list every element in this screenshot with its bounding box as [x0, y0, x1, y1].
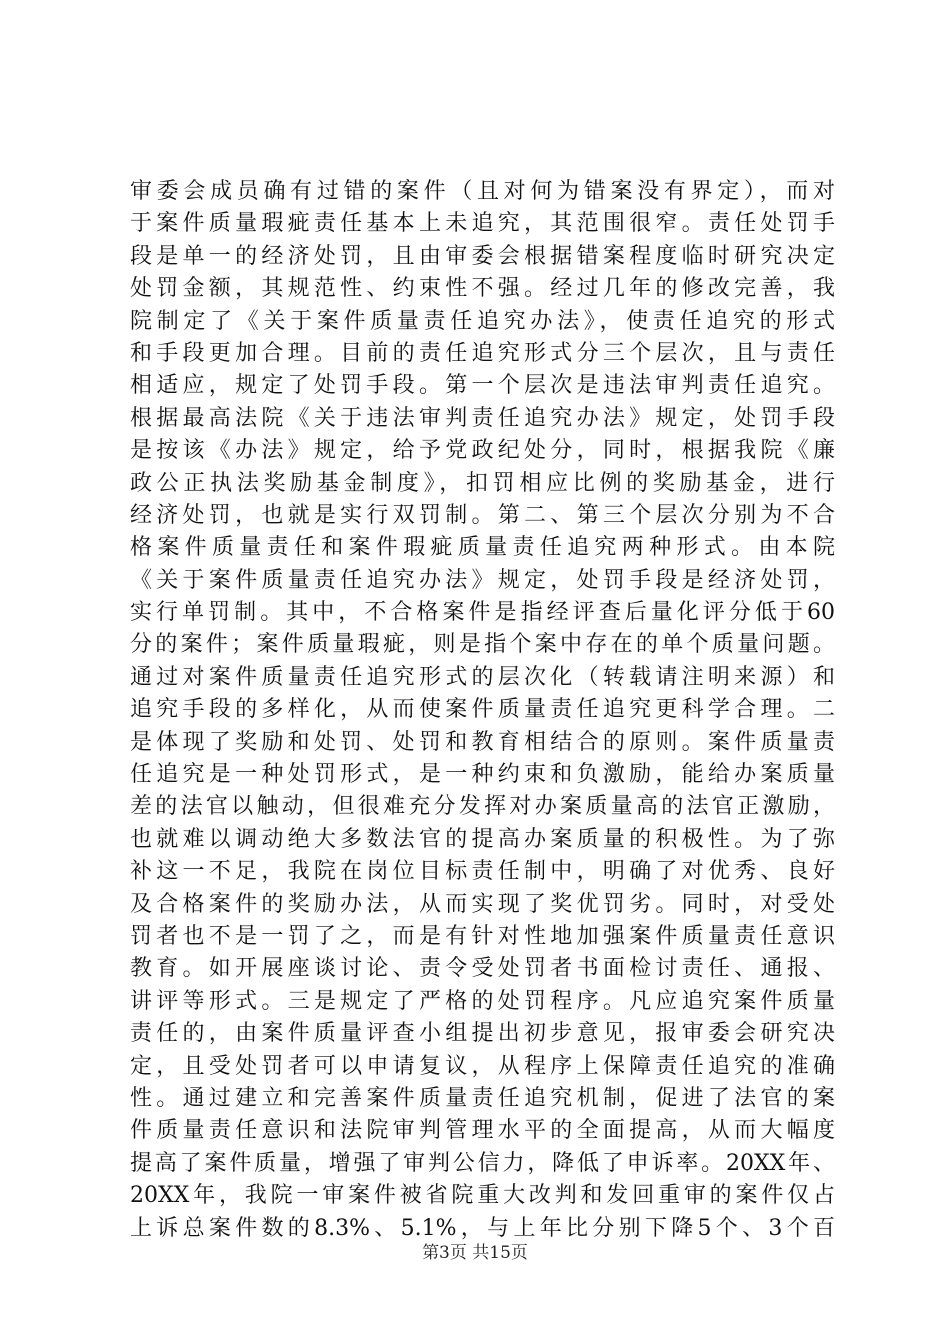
text-line: 院制定了《关于案件质量责任追究办法》，使责任追究的形式 — [130, 308, 835, 334]
text-line: 《关于案件质量责任追究办法》规定，处罚手段是经济处罚， — [130, 567, 835, 593]
text-line: 格案件质量责任和案件瑕疵质量责任追究两种形式。由本院 — [130, 535, 835, 561]
text-line: 追究手段的多样化，从而使案件质量责任追究更科学合理。二 — [130, 697, 835, 723]
text-line: 上诉总案件数的8.3%、5.1%，与上年比分别下降5个、3个百 — [130, 1215, 835, 1241]
text-line: 件质量责任意识和法院审判管理水平的全面提高，从而大幅度 — [130, 1118, 835, 1144]
text-line: 经济处罚，也就是实行双罚制。第二、第三个层次分别为不合 — [130, 502, 835, 528]
text-line: 差的法官以触动，但很难充分发挥对办案质量高的法官正激励， — [130, 794, 835, 820]
text-line: 通过对案件质量责任追究形式的层次化（转载请注明来源）和 — [130, 664, 835, 690]
text-line: 定，且受处罚者可以申请复议，从程序上保障责任追究的准确 — [130, 1053, 835, 1079]
text-line: 提高了案件质量，增强了审判公信力，降低了申诉率。20XX年、 — [130, 1150, 835, 1176]
text-line: 实行单罚制。其中，不合格案件是指经评查后量化评分低于60 — [130, 600, 835, 626]
text-line: 是按该《办法》规定，给予党政纪处分，同时，根据我院《廉 — [130, 438, 835, 464]
text-line: 分的案件；案件质量瑕疵，则是指个案中存在的单个质量问题。 — [130, 632, 835, 658]
text-line: 也就难以调动绝大多数法官的提高办案质量的积极性。为了弥 — [130, 826, 835, 852]
text-line: 根据最高法院《关于违法审判责任追究办法》规定，处罚手段 — [130, 405, 835, 431]
text-line: 处罚金额，其规范性、约束性不强。经过几年的修改完善，我 — [130, 276, 835, 302]
text-line: 审委会成员确有过错的案件（且对何为错案没有界定），而对 — [130, 179, 835, 204]
page-number-footer: 第3页 共15页 — [422, 1243, 528, 1263]
text-line: 罚者也不是一罚了之，而是有针对性地加强案件质量责任意识 — [130, 923, 835, 949]
text-line: 是体现了奖励和处罚、处罚和教育相结合的原则。案件质量责 — [130, 729, 835, 755]
text-line: 任追究是一种处罚形式，是一种约束和负激励，能给办案质量 — [130, 762, 835, 788]
text-line: 性。通过建立和完善案件质量责任追究机制，促进了法官的案 — [130, 1085, 835, 1111]
text-line: 于案件质量瑕疵责任基本上未追究，其范围很窄。责任处罚手 — [130, 211, 835, 237]
text-line: 政公正执法奖励基金制度》，扣罚相应比例的奖励基金，进行 — [130, 470, 835, 496]
text-line: 责任的，由案件质量评查小组提出初步意见，报审委会研究决 — [130, 1021, 835, 1047]
text-line: 和手段更加合理。目前的责任追究形式分三个层次，且与责任 — [130, 340, 835, 366]
text-line: 及合格案件的奖励办法，从而实现了奖优罚劣。同时，对受处 — [130, 891, 835, 917]
text-line: 讲评等形式。三是规定了严格的处罚程序。凡应追究案件质量 — [130, 988, 835, 1014]
text-line: 相适应，规定了处罚手段。第一个层次是违法审判责任追究。 — [130, 373, 835, 399]
text-line: 20XX年，我院一审案件被省院重大改判和发回重审的案件仅占 — [130, 1183, 835, 1209]
text-line: 补这一不足，我院在岗位目标责任制中，明确了对优秀、良好 — [130, 859, 835, 885]
body-text — [130, 176, 835, 1245]
text-line: 段是单一的经济处罚，且由审委会根据错案程度临时研究决定 — [130, 243, 835, 269]
text-line: 教育。如开展座谈讨论、责令受处罚者书面检讨责任、通报、 — [130, 956, 835, 982]
